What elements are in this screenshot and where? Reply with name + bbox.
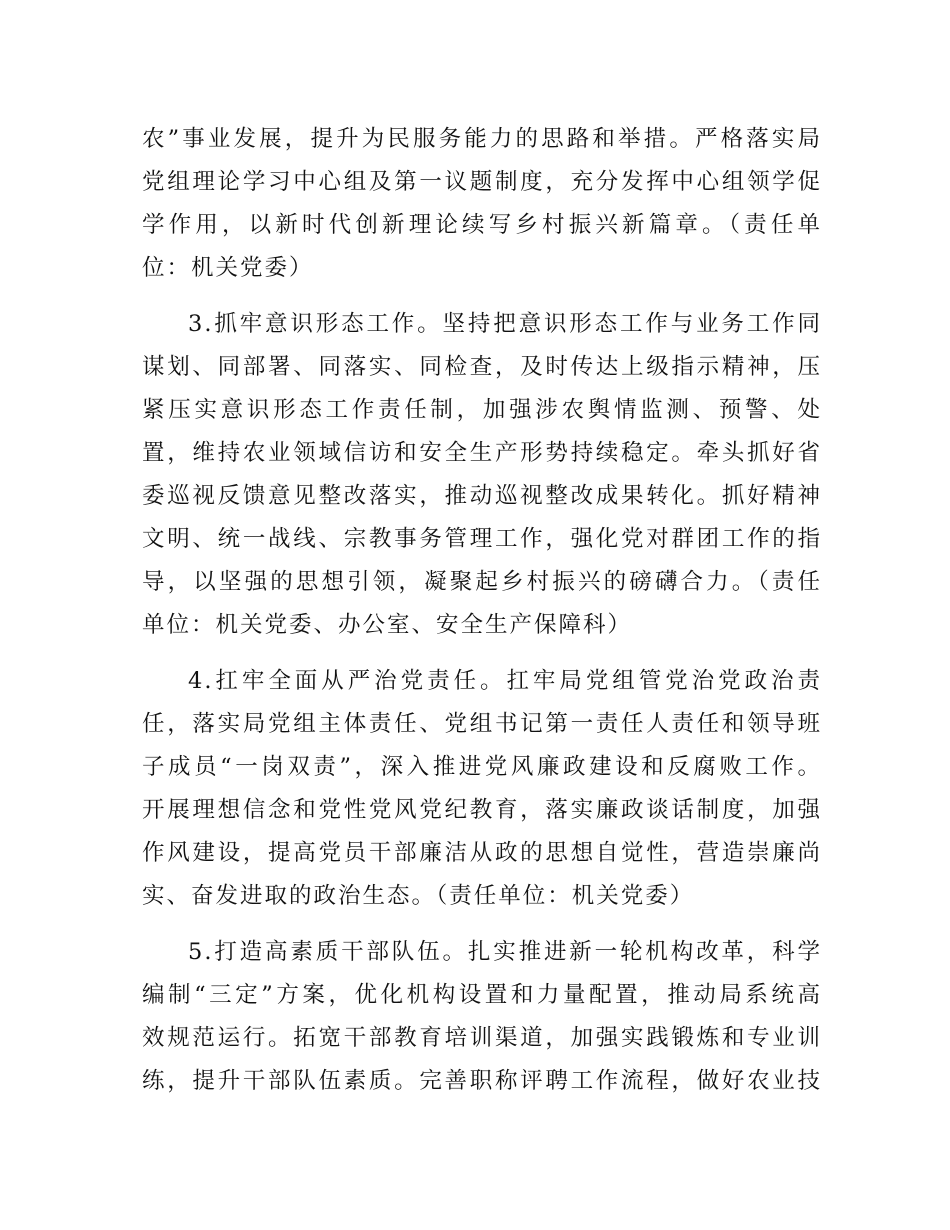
paragraph-1 [142, 118, 822, 290]
text-line: 编制“三定”方案，优化机构设置和力量配置，推动局系统高 [142, 982, 822, 1008]
text-line: 农”事业发展，提升为民服务能力的思路和举措。严格落实局 [142, 126, 822, 152]
text-line: 导，以坚强的思想引领，凝聚起乡村振兴的磅礴合力。（责任 [142, 569, 822, 595]
text-line: 任，落实局党组主体责任、党组书记第一责任人责任和领导班 [142, 711, 822, 737]
text-line: 3.抓牢意识形态工作。坚持把意识形态工作与业务工作同 [188, 311, 822, 337]
text-line: 党组理论学习中心组及第一议题制度，充分发挥中心组领学促 [142, 169, 822, 195]
paragraph-4 [142, 931, 822, 1103]
text-line: 位：机关党委） [142, 255, 314, 281]
text-line: 单位：机关党委、办公室、安全生产保障科） [142, 612, 633, 638]
text-line: 效规范运行。拓宽干部教育培训渠道，加强实践锻炼和专业训 [142, 1025, 822, 1051]
text-line: 开展理想信念和党性党风党纪教育，落实廉政谈话制度，加强 [142, 797, 822, 823]
text-line: 文明、统一战线、宗教事务管理工作，强化党对群团工作的指 [142, 526, 822, 552]
text-line: 实、奋发进取的政治生态。（责任单位：机关党委） [142, 883, 695, 909]
paragraph-2 [142, 303, 822, 647]
text-line: 紧压实意识形态工作责任制，加强涉农舆情监测、预警、处 [142, 397, 822, 423]
text-line: 谋划、同部署、同落实、同检查，及时传达上级指示精神，压 [142, 354, 822, 380]
text-line: 置，维持农业领域信访和安全生产形势持续稳定。牵头抓好省 [142, 440, 822, 466]
paragraph-3 [142, 660, 822, 918]
text-line: 学作用，以新时代创新理论续写乡村振兴新篇章。（责任单 [142, 212, 822, 238]
text-line: 4.扛牢全面从严治党责任。扛牢局党组管党治党政治责 [188, 668, 822, 694]
text-line: 子成员“一岗双责”，深入推进党风廉政建设和反腐败工作。 [142, 754, 822, 780]
text-line: 5.打造高素质干部队伍。扎实推进新一轮机构改革，科学 [188, 939, 822, 965]
text-line: 作风建设，提高党员干部廉洁从政的思想自觉性，营造崇廉尚 [142, 840, 822, 866]
text-line: 练，提升干部队伍素质。完善职称评聘工作流程，做好农业技 [142, 1068, 822, 1094]
text-line: 委巡视反馈意见整改落实，推动巡视整改成果转化。抓好精神 [142, 483, 822, 509]
document-body [142, 118, 822, 1103]
